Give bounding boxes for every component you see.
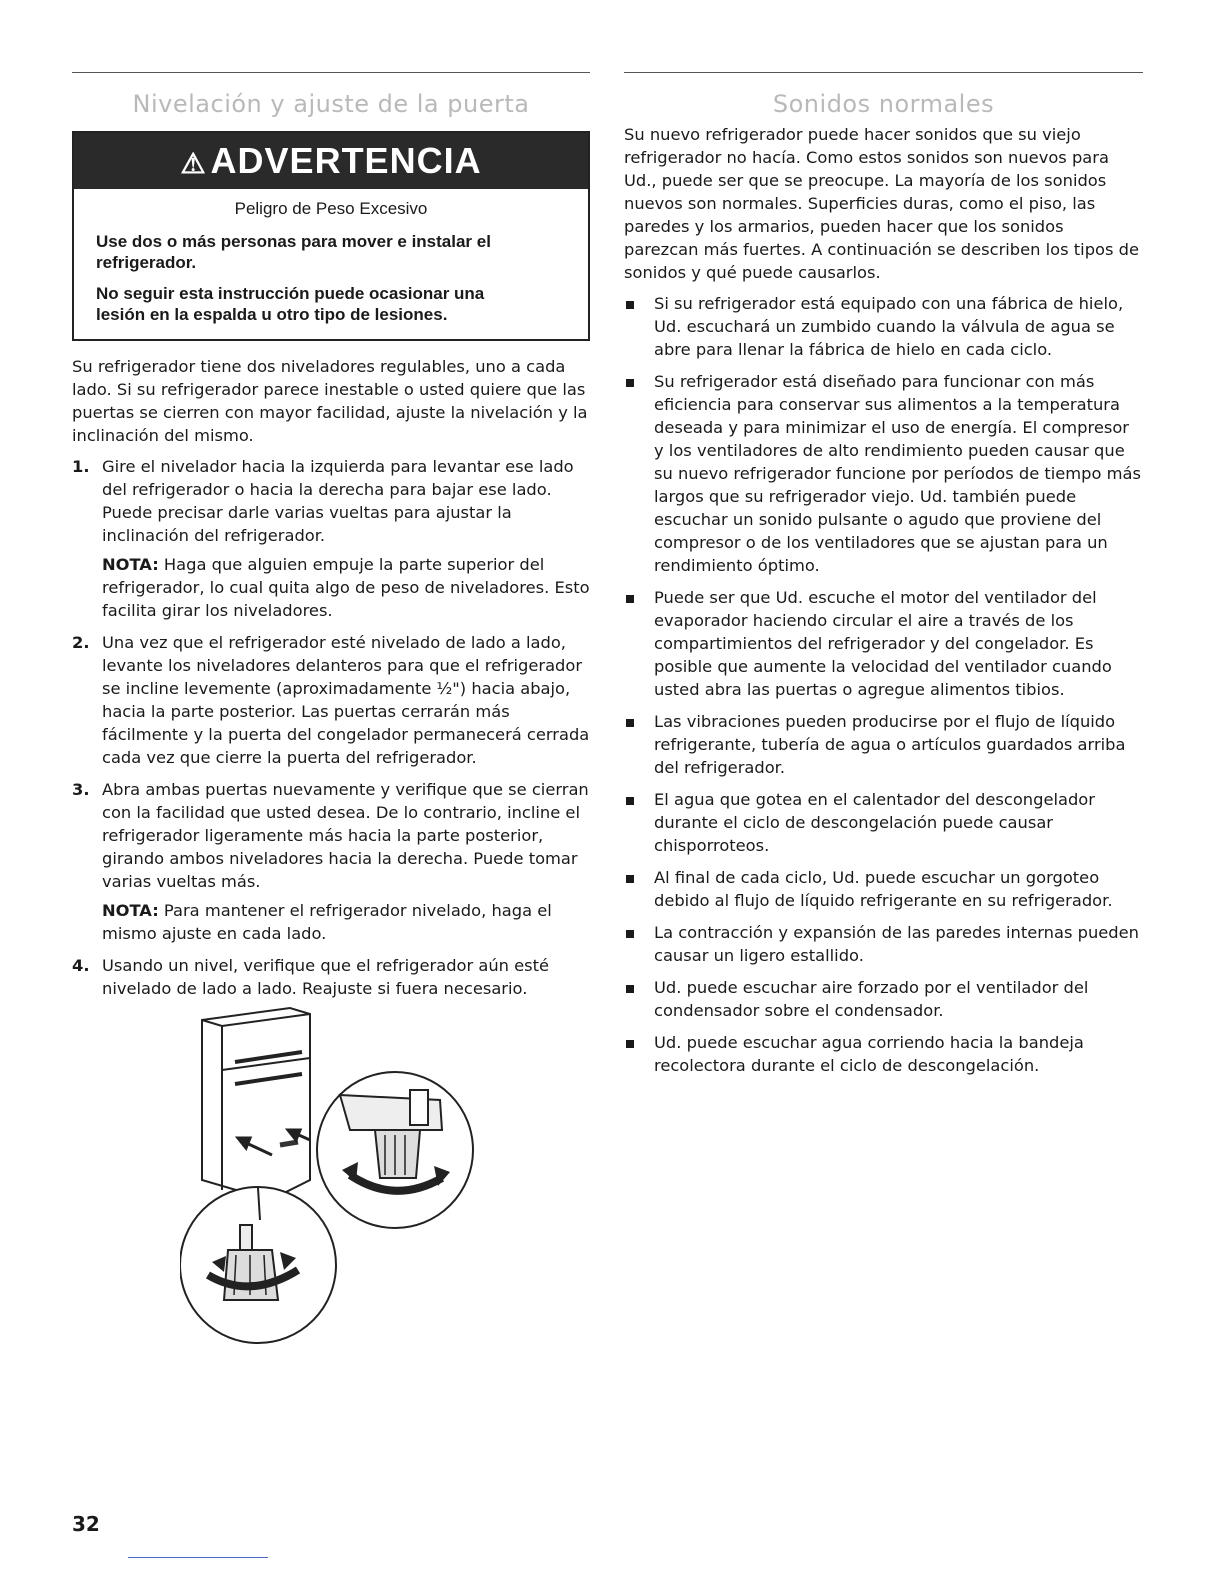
right-column	[624, 72, 1143, 1086]
step-note	[102, 899, 590, 945]
list-item-text: Las vibraciones pueden producirse por el flujo de líquido refrigerante, tubería de agua o artículos guardados arriba del refrigerador.	[654, 712, 1126, 777]
leveler-illustration	[180, 1000, 500, 1345]
leveler-detail-left	[180, 1187, 336, 1343]
note-text: Para mantener el refrigerador nivelado, haga el mismo ajuste en cada lado.	[102, 901, 552, 943]
section-heading-leveling: Nivelación y ajuste de la puerta	[132, 90, 530, 118]
warning-triangle-icon: ⚠	[180, 148, 207, 179]
step-number: 3.	[72, 780, 90, 799]
bullet-square-icon	[626, 1040, 634, 1048]
step-number: 4.	[72, 956, 90, 975]
list-item	[624, 976, 1143, 1022]
bullet-square-icon	[626, 719, 634, 727]
bullet-square-icon	[626, 595, 634, 603]
warning-header	[74, 133, 588, 189]
list-item	[624, 292, 1143, 361]
list-item	[624, 788, 1143, 857]
step-item	[72, 631, 590, 769]
left-column	[72, 72, 590, 1009]
warning-line-2: No seguir esta instrucción puede ocasionar una lesión en la espalda u otro tipo de lesiones.	[96, 284, 485, 324]
refrigerator-drawing	[202, 1008, 310, 1200]
step-item	[72, 778, 590, 945]
step-number: 2.	[72, 633, 90, 652]
step-text: Una vez que el refrigerador esté nivelado de lado a lado, levante los niveladores delanteros para que el refrigerador se incline levemente (aproximadamente ½") hacia abajo, hacia la parte posterior. Las puertas cerrarán más fácilmente y la puerta del congelador permanecerá cerrada cada vez que cierre la puerta del refrigerador.	[102, 633, 590, 767]
section-heading-sounds: Sonidos normales	[772, 90, 995, 118]
list-item-text: Puede ser que Ud. escuche el motor del ventilador del evaporador haciendo circular el aire a través de los compartimientos del refrigerador y del congelador. Es posible que aumente la velocidad del ventilador cuando usted abra las puertas o agregue alimentos tibios.	[654, 588, 1112, 699]
note-text: Haga que alguien empuje la parte superior del refrigerador, lo cual quita algo de peso de niveladores. Esto facilita girar los niveladores.	[102, 555, 590, 620]
step-number: 1.	[72, 457, 90, 476]
warning-body	[74, 189, 588, 339]
bullet-square-icon	[626, 875, 634, 883]
list-item	[624, 370, 1143, 577]
list-item	[624, 866, 1143, 912]
bullet-square-icon	[626, 797, 634, 805]
list-item	[624, 586, 1143, 701]
list-item-text: La contracción y expansión de las paredes internas pueden causar un ligero estallido.	[654, 923, 1139, 965]
leveler-detail-right	[317, 1072, 473, 1228]
warning-box	[72, 131, 590, 341]
list-item-text: El agua que gotea en el calentador del descongelador durante el ciclo de descongelación puede causar chisporroteos.	[654, 790, 1095, 855]
warning-subtitle: Peligro de Peso Excesivo	[234, 199, 428, 218]
step-text: Usando un nivel, verifique que el refrigerador aún esté nivelado de lado a lado. Reajuste si fuera necesario.	[102, 956, 550, 998]
step-note	[102, 553, 590, 622]
list-item	[624, 1031, 1143, 1077]
sounds-list	[624, 292, 1143, 1077]
list-item-text: Si su refrigerador está equipado con una fábrica de hielo, Ud. escuchará un zumbido cuando la válvula de agua se abre para llenar la fábrica de hielo en cada ciclo.	[654, 294, 1124, 359]
page-number: 32	[72, 1512, 100, 1536]
bullet-square-icon	[626, 985, 634, 993]
sounds-intro: Su nuevo refrigerador puede hacer sonidos que su viejo refrigerador no hacía. Como estos sonidos son nuevos para Ud., puede ser que se preocupe. La mayoría de los sonidos nuevos son normales. Superficies duras, como el piso, las paredes y los armarios, pueden hacer que los sonidos parezcan más fuertes. A continuación se describen los tipos de sonidos y qué puede causarlos.	[624, 125, 1139, 282]
list-item-text: Al final de cada ciclo, Ud. puede escuchar un gorgoteo debido al flujo de líquido refrigerante en su refrigerador.	[654, 868, 1113, 910]
leveling-intro: Su refrigerador tiene dos niveladores regulables, uno a cada lado. Si su refrigerador parece inestable o usted quiere que las puertas se cierren con mayor facilidad, ajuste la nivelación y la inclinación del mismo.	[72, 357, 588, 445]
list-item-text: Su refrigerador está diseñado para funcionar con más eficiencia para conservar sus alimentos a la temperatura deseada y para minimizar el uso de energía. El compresor y los ventiladores de alto rendimiento pueden causar que su nuevo refrigerador funcione por períodos de tiempo más largos que su refrigerador viejo. Ud. también puede escuchar un sonido pulsante o agudo que proviene del compresor o de los ventiladores que se ajustan para un rendimiento óptimo.	[654, 372, 1141, 575]
list-item-text: Ud. puede escuchar agua corriendo hacia la bandeja recolectora durante el ciclo de descongelación.	[654, 1033, 1084, 1075]
bullet-square-icon	[626, 930, 634, 938]
list-item-text: Ud. puede escuchar aire forzado por el ventilador del condensador sobre el condensador.	[654, 978, 1089, 1020]
step-item	[72, 954, 590, 1000]
bullet-square-icon	[626, 379, 634, 387]
top-rule	[72, 72, 590, 73]
leveling-steps	[72, 455, 590, 1000]
step-text: Abra ambas puertas nuevamente y verifique que se cierran con la facilidad que usted desea. De lo contrario, incline el refrigerador ligeramente más hacia la parte posterior, girando ambos niveladores hacia la derecha. Puede tomar varias vueltas más.	[102, 780, 589, 891]
list-item	[624, 921, 1143, 967]
footer-rule	[128, 1557, 268, 1558]
step-item	[72, 455, 590, 622]
warning-title: ADVERTENCIA	[210, 140, 482, 181]
bullet-square-icon	[626, 301, 634, 309]
note-label: NOTA:	[102, 901, 159, 920]
note-label: NOTA:	[102, 555, 159, 574]
step-text: Gire el nivelador hacia la izquierda para levantar ese lado del refrigerador o hacia la derecha para bajar ese lado. Puede precisar darle varias vueltas para ajustar la inclinación del refrigerador.	[102, 457, 574, 545]
warning-line-1: Use dos o más personas para mover e instalar el refrigerador.	[96, 232, 491, 272]
top-rule	[624, 72, 1143, 73]
list-item	[624, 710, 1143, 779]
